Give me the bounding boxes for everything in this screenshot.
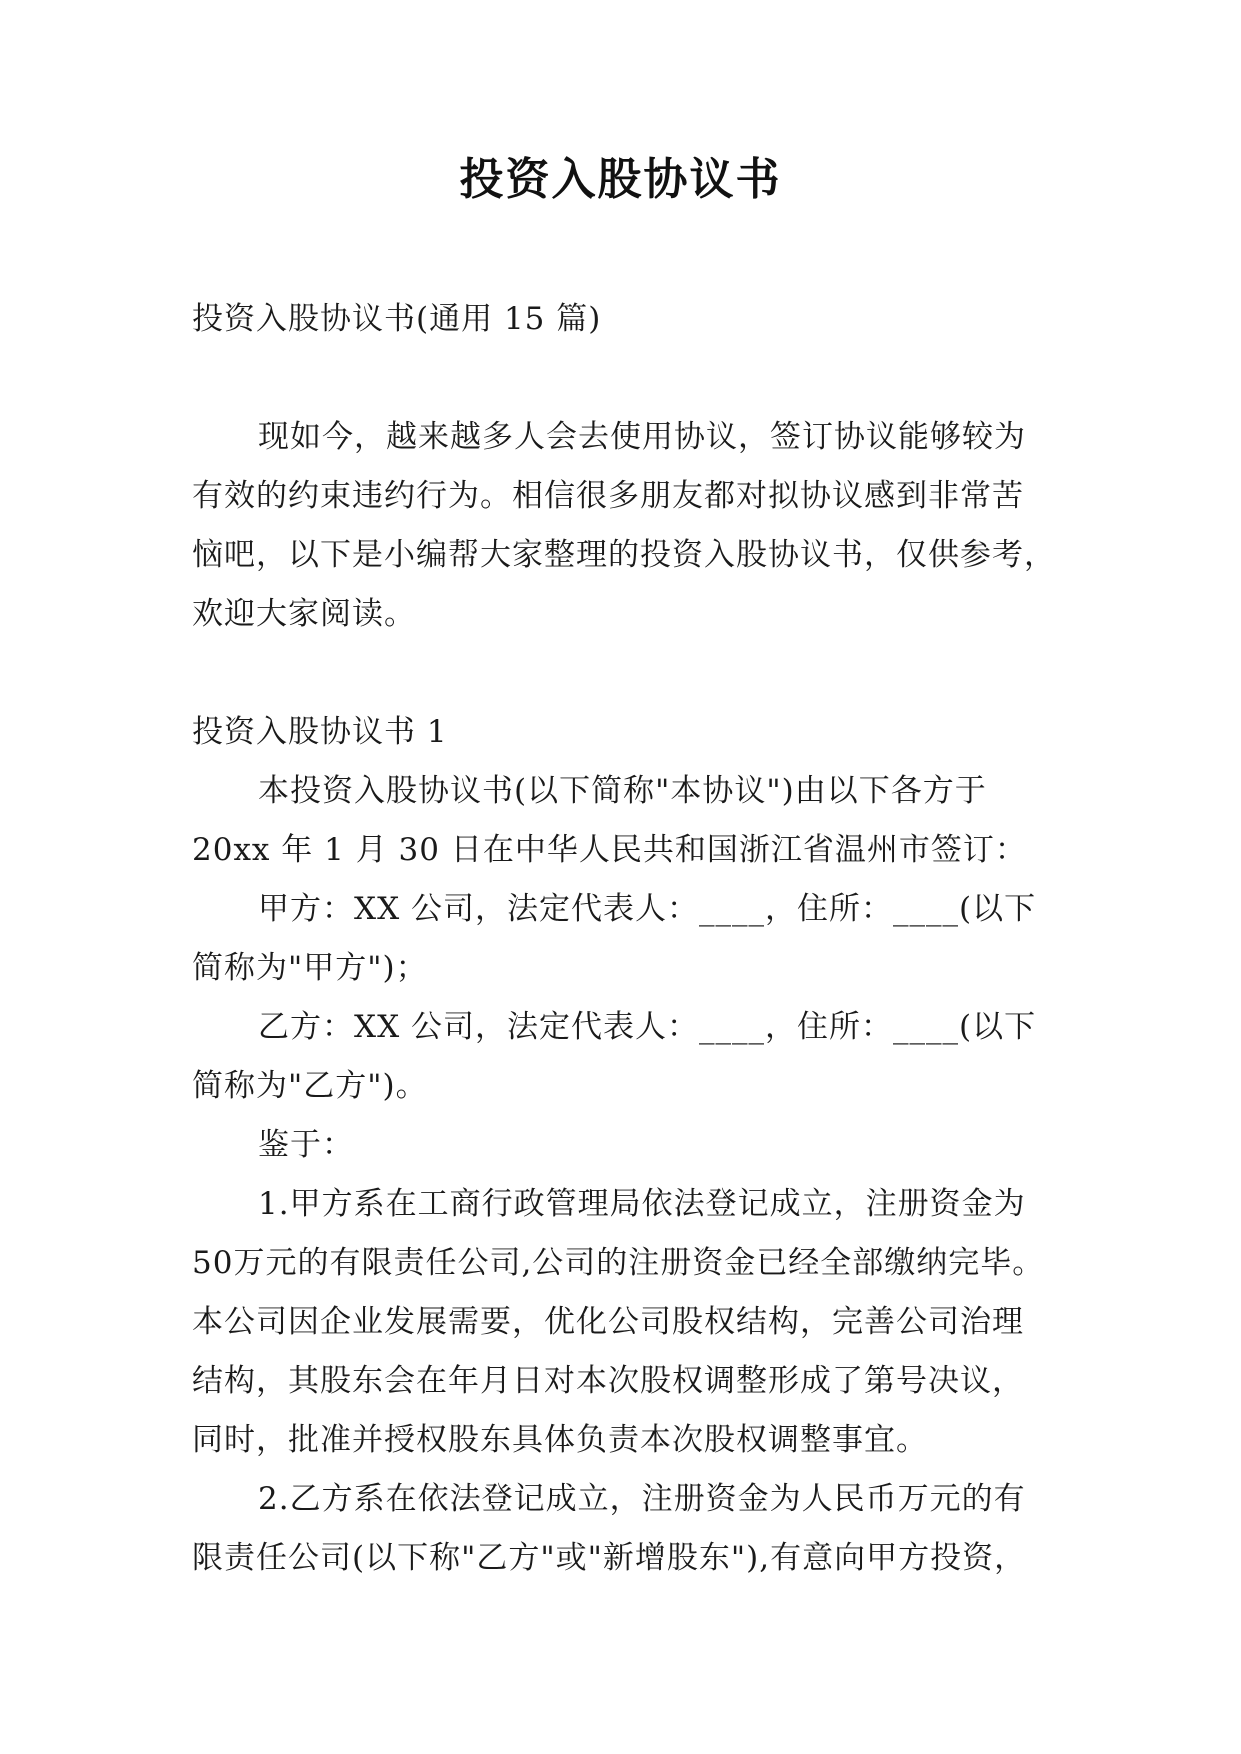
paragraph-line: 鉴于： bbox=[258, 1127, 354, 1163]
paragraph-line: 1.甲方系在工商行政管理局依法登记成立，注册资金为 bbox=[258, 1186, 1026, 1222]
paragraph-line: 简称为"甲方")； bbox=[192, 950, 428, 986]
intro-line: 恼吧，以下是小编帮大家整理的投资入股协议书，仅供参考， bbox=[192, 537, 1056, 573]
paragraph-line: 2.乙方系在依法登记成立，注册资金为人民币万元的有 bbox=[258, 1481, 1026, 1517]
intro-line: 现如今，越来越多人会去使用协议，签订协议能够较为 bbox=[258, 419, 1026, 455]
paragraph-line: 结构，其股东会在年月日对本次股权调整形成了第号决议， bbox=[192, 1363, 1024, 1399]
document-title: 投资入股协议书 bbox=[459, 154, 782, 205]
paragraph-line: 限责任公司(以下称"乙方"或"新增股东"),有意向甲方投资， bbox=[192, 1540, 1027, 1576]
spacer bbox=[192, 349, 1062, 408]
section-heading: 投资入股协议书 1 bbox=[192, 714, 448, 750]
paragraph-line: 20xx 年 1 月 30 日在中华人民共和国浙江省温州市签订： bbox=[192, 832, 1027, 868]
paragraph-line: 简称为"乙方")。 bbox=[192, 1068, 428, 1104]
document-body bbox=[192, 290, 1062, 1588]
paragraph-line: 甲方：XX 公司，法定代表人：____，住所：____(以下 bbox=[258, 891, 1037, 927]
intro-line: 欢迎大家阅读。 bbox=[192, 596, 416, 632]
paragraph-line: 本公司因企业发展需要，优化公司股权结构，完善公司治理 bbox=[192, 1304, 1024, 1340]
paragraph-line: 同时，批准并授权股东具体负责本次股权调整事宜。 bbox=[192, 1422, 928, 1458]
paragraph-line: 本投资入股协议书(以下简称"本协议")由以下各方于 bbox=[258, 773, 987, 809]
spacer bbox=[192, 644, 1062, 703]
intro-line: 有效的约束违约行为。相信很多朋友都对拟协议感到非常苦 bbox=[192, 478, 1024, 514]
paragraph-line: 50万元的有限责任公司,公司的注册资金已经全部缴纳完毕。 bbox=[192, 1245, 1045, 1281]
document-subtitle: 投资入股协议书(通用 15 篇) bbox=[192, 301, 602, 337]
paragraph-line: 乙方：XX 公司，法定代表人：____，住所：____(以下 bbox=[258, 1009, 1037, 1045]
